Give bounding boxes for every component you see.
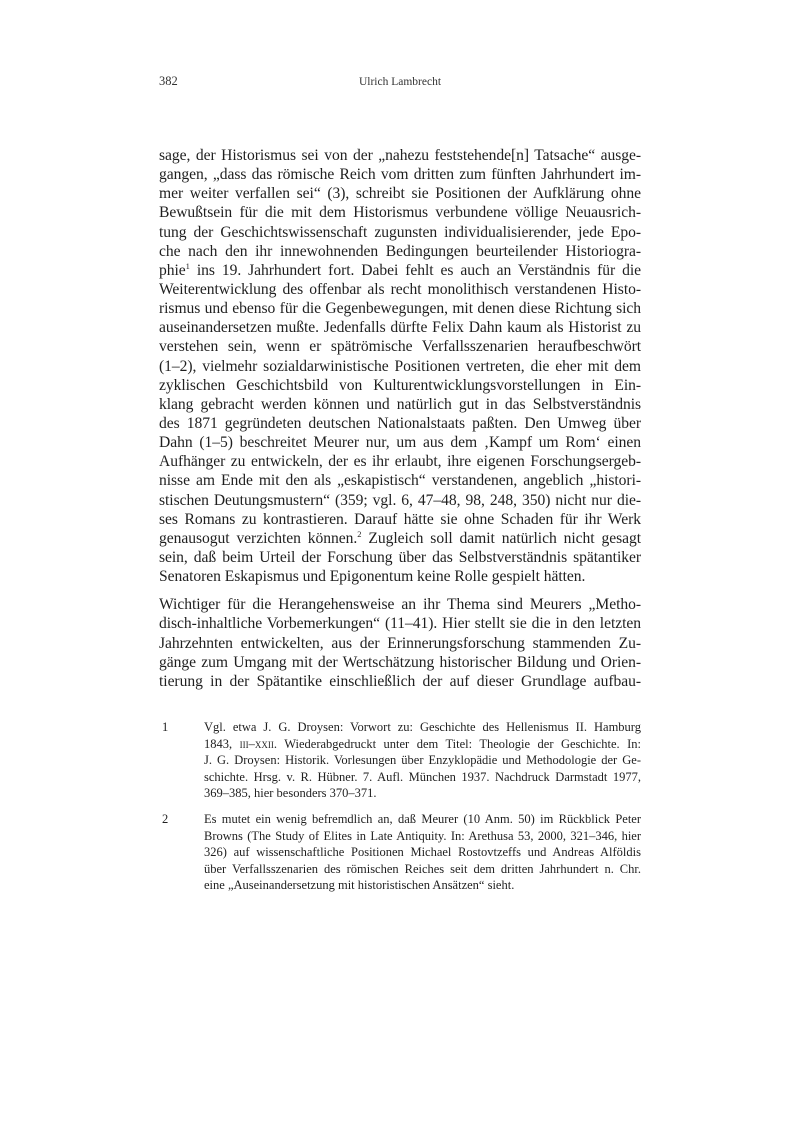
text-line: Jahrzehnten entwickelten, aus der Erinnerungsforschung stammenden Zu- [159, 634, 641, 652]
text-line: (1–2), vielmehr sozialdarwinistische Positionen vertreten, die eher mit dem [159, 357, 641, 375]
footnote-line: 326) auf wissenschaftliche Positionen Michael Rostovtzeffs und Andreas Alföldis [204, 845, 641, 860]
text-line: verstehen sein, wenn er spätrömische Verfallsszenarien heraufbeschwört [159, 338, 641, 356]
text-line: stischen Deutungsmustern“ (359; vgl. 6, 47–48, 98, 248, 350) nicht nur die- [159, 491, 641, 509]
footnote-2 [159, 811, 641, 894]
paragraph-1 [159, 146, 641, 586]
footnote-line: Browns (The Study of Elites in Late Antiquity. In: Arethusa 53, 2000, 321–346, hier [204, 828, 641, 843]
footnote-ref-2[interactable]: 2 [357, 528, 362, 539]
text-line: gänge zum Umgang mit der Wertschätzung historischer Bildung und Orien- [159, 653, 641, 671]
footnote-line: eine „Auseinandersetzung mit historistischen Ansätzen“ sieht. [204, 878, 515, 893]
text-line: rismus und ebenso für die Gegenbewegungen, mit denen diese Richtung sich [159, 300, 641, 318]
text-fragment: ins 19. Jahrhundert fort. Dabei fehlt es auch an Verständnis für die [189, 261, 641, 279]
footnote-1 [159, 719, 641, 802]
text-line: Bewußtsein für die mit dem Historismus verbundene völlige Neuausrich- [159, 204, 641, 222]
footnote-number: 2 [162, 811, 169, 826]
page-header [159, 74, 641, 94]
text-line: sage, der Historismus sei von der „nahezu feststehende[n] Tatsache“ ausge- [159, 147, 641, 164]
text-fragment: Zugleich soll damit natürlich nicht gesagt [361, 529, 641, 547]
page-number: 382 [159, 74, 178, 88]
text-line: tung der Geschichtswissenschaft zugunsten individualisierender, jede Epo- [159, 223, 641, 241]
footnote-line [204, 736, 641, 753]
main-text [159, 146, 641, 691]
text-line: Dahn (1–5) beschreitet Meurer nur, um aus dem ‚Kampf um Rom‘ einen [159, 434, 641, 452]
text-fragment: genausogut verzichten können. [159, 529, 358, 547]
text-line: klang gebracht werden können und natürlich gut in das Selbstverständnis [159, 395, 641, 413]
footnotes [159, 719, 641, 903]
text-fragment: 1843, [204, 736, 240, 751]
text-line: Weiterentwicklung des offenbar als recht monolithisch verstandenen Histo- [159, 280, 641, 298]
roman-numerals: iii–xxii [239, 736, 274, 751]
text-line: sein, daß beim Urteil der Forschung über das Selbstverständnis spätantiker [159, 548, 641, 566]
text-line: Senatoren Eskapismus und Epigonentum keine Rolle gespielt hätten. [159, 568, 586, 586]
text-line: tierung in der Spätantike einschließlich der auf dieser Grundlage aufbau- [159, 672, 641, 690]
footnote-line: J. G. Droysen: Historik. Vorlesungen über Enzyklopädie und Methodologie der Ge- [204, 753, 641, 768]
footnote-line: über Verfallsszenarien des römischen Reiches seit dem dritten Jahrhundert n. Chr. [204, 861, 641, 876]
text-line [159, 529, 641, 548]
text-line: des 1871 gegründeten deutschen Nationalstaats paßten. Den Umweg über [159, 414, 641, 432]
paragraph-2 [159, 595, 641, 691]
footnote-line: Es mutet ein wenig befremdlich an, daß Meurer (10 Anm. 50) im Rückblick Peter [204, 811, 641, 826]
paragraph-gap [159, 586, 641, 595]
text-line: Wichtiger für die Herangehensweise an ihr Thema sind Meurers „Metho- [159, 596, 641, 614]
text-line: nisse am Ende mit den als „eskapistisch“ verstandenen, angeblich „histori- [159, 472, 641, 490]
text-line: zyklischen Geschichtsbild von Kulturentwicklungsvorstellungen in Ein- [159, 376, 641, 394]
footnote-line: Vgl. etwa J. G. Droysen: Vorwort zu: Geschichte des Hellenismus II. Hamburg [204, 720, 641, 734]
footnote-line: schichte. Hrsg. v. R. Hübner. 7. Aufl. München 1937. Nachdruck Darmstadt 1977, [204, 769, 641, 784]
footnote-number: 1 [162, 720, 169, 734]
text-line: gangen, „dass das römische Reich vom dritten zum fünften Jahrhundert im- [159, 166, 641, 184]
footnote-text [204, 811, 641, 894]
footnote-line: 369–385, hier besonders 370–371. [204, 786, 377, 801]
footnote-text [204, 719, 641, 802]
text-line: disch-inhaltliche Vorbemerkungen“ (11–41). Hier stellt sie die in den letzten [159, 615, 641, 633]
text-line: auseinandersetzen mußte. Jedenfalls dürfte Felix Dahn kaum als Historist zu [159, 319, 641, 337]
running-head-author: Ulrich Lambrecht [358, 76, 442, 88]
text-line: che nach den ihr innewohnenden Bedingungen beurteilender Historiogra- [159, 242, 641, 260]
text-line [159, 261, 641, 280]
text-fragment: phie [159, 261, 186, 279]
footnote-ref-1[interactable]: 1 [185, 260, 190, 271]
text-line: ses Romans zu kontrastieren. Darauf hätte sie ohne Schaden für ihr Werk [159, 510, 641, 528]
text-line: mer weiter verfallen sei“ (3), schreibt sie Positionen der Aufklärung ohne [159, 185, 641, 203]
text-line: Aufhänger zu entwickeln, der es ihr erlaubt, ihre eigenen Forschungsergeb- [159, 453, 641, 471]
text-fragment: . Wiederabgedruckt unter dem Titel: Theologie der Geschichte. In: [273, 736, 641, 751]
